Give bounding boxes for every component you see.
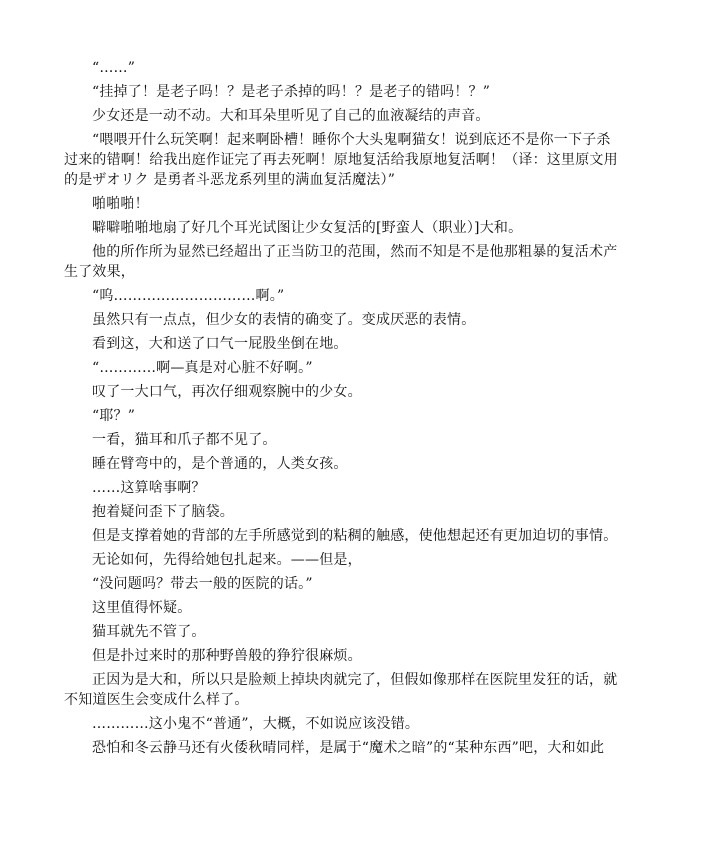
paragraph: …………这小鬼不“普通”，大概，不如说应该没错。 bbox=[92, 716, 420, 732]
paragraph: 猫耳就先不管了。 bbox=[92, 624, 206, 640]
paragraph: “……” bbox=[92, 60, 136, 76]
paragraph: “…………啊—真是对心脏不好啊。” bbox=[92, 360, 313, 376]
paragraph: 他的所作所为显然已经超出了正当防卫的范围，然而不知是不是他那粗暴的复活术产生了效果， bbox=[64, 244, 618, 280]
paragraph: 恐怕和冬云静马还有火倭秋晴同样，是属于“魔术之暗”的“某种东西”吧，大和如此 bbox=[92, 740, 605, 756]
paragraph: 叹了一大口气，再次仔细观察腕中的少女。 bbox=[92, 384, 362, 400]
paragraph: 噼噼啪啪地扇了好几个耳光试图让少女复活的[野蛮人（职业）]大和。 bbox=[92, 220, 523, 236]
paragraph: 但是扑过来时的那种野兽般的狰狞很麻烦。 bbox=[92, 648, 362, 664]
paragraph: “喂喂开什么玩笑啊！起来啊卧槽！睡你个大头鬼啊猫女！说到底还不是你一下子杀过来的错啊！给我出庭作证完了再去死啊！原地复活给我原地复活啊！（译：这里原文用的是ザオリク 是勇者斗恶龙系列里的满血复活魔法）” bbox=[64, 132, 618, 188]
paragraph: 无论如何，先得给她包扎起来。——但是， bbox=[92, 552, 362, 568]
paragraph: 少女还是一动不动。大和耳朵里听见了自己的血液凝结的声音。 bbox=[92, 108, 490, 124]
paragraph: 抱着疑问歪下了脑袋。 bbox=[92, 504, 234, 520]
paragraph: ……这算啥事啊？ bbox=[92, 480, 206, 496]
paragraph: 睡在臂弯中的，是个普通的，人类女孩。 bbox=[92, 456, 348, 472]
paragraph: “没问题吗？带去一般的医院的话。” bbox=[92, 576, 313, 592]
paragraph: 看到这，大和送了口气一屁股坐倒在地。 bbox=[92, 336, 348, 352]
body-text bbox=[64, 58, 624, 762]
paragraph: 正因为是大和，所以只是脸颊上掉块肉就完了，但假如像那样在医院里发狂的话，就不知道医生会变成什么样了。 bbox=[64, 672, 618, 708]
paragraph: 虽然只有一点点，但少女的表情的确变了。变成厌恶的表情。 bbox=[92, 312, 476, 328]
paragraph: 啪啪啪！ bbox=[92, 196, 149, 212]
paragraph: 一看，猫耳和爪子都不见了。 bbox=[92, 432, 277, 448]
paragraph: 这里值得怀疑。 bbox=[92, 600, 192, 616]
paragraph: 但是支撑着她的背部的左手所感觉到的粘稠的触感，使他想起还有更加迫切的事情。 bbox=[92, 528, 618, 544]
paragraph: “挂掉了！是老子吗！？是老子杀掉的吗！？是老子的错吗！？” bbox=[92, 84, 491, 100]
paragraph: “呜…………………………啊。” bbox=[92, 288, 285, 304]
paragraph: “耶？” bbox=[92, 408, 136, 424]
